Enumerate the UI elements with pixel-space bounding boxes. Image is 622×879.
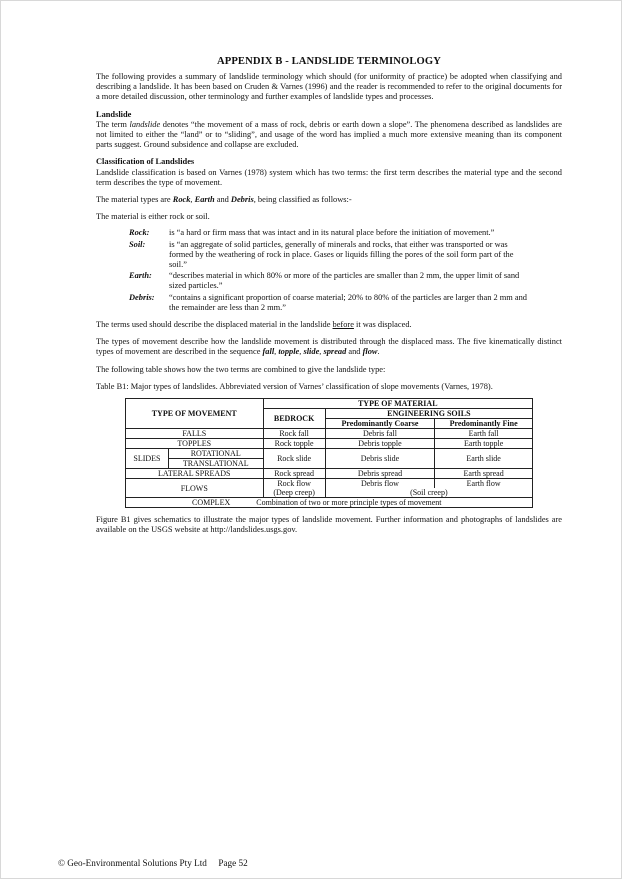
document-body (96, 56, 562, 542)
table-row-complex: COMPLEX Combination of two or more principle types of movement (126, 498, 533, 508)
terms-used-paragraph: The terms used should describe the displaced material in the landslide before it was displaced. (96, 320, 412, 330)
landslide-types-table (125, 398, 533, 508)
material-types-paragraph: The material types are Rock, Earth and Debris, being classified as follows:- (96, 195, 352, 205)
table-row-flows: FLOWS Rock flow (Deep creep) Debris flow Earth flow (126, 479, 533, 489)
table-row-falls: FALLS Rock fall Debris fall Earth fall (126, 429, 533, 439)
landslide-paragraph: The term landslide denotes “the movement of a mass of rock, debris or earth down a slope”. The phenomena described as landslides are not limited to either the “land” or to “sliding”, and usage of the word has implied a much more extensive meaning than its component parts suggest. Ground subsidence and collapse are excluded. (96, 119, 562, 150)
table-row-slides-rotational: SLIDES ROTATIONAL Rock slide Debris slide Earth slide (126, 449, 533, 459)
intro-paragraph: The following provides a summary of landslide terminology which should (for uniformity of practice) be adopted when classifying and describing a landslide. It has been based on Cruden & Varnes (1996) and the reader is recommended to refer to the original documents for a more detailed discussion, other terminology and further examples of landslide types and processes. (96, 72, 562, 102)
definition-soil: Soil: is “an aggregate of solid particles, generally of minerals and rocks, that either was transported or was formed by the weathering of rock in place. Gases or liquids filling the pores of the soil form part of the soil.” (129, 239, 514, 270)
header-coarse: Predominantly Coarse (325, 419, 435, 429)
definition-debris: Debris: “contains a significant proportion of coarse material; 20% to 80% of the particles are larger than 2 mm and the remainder are less than 2 mm.” (129, 292, 527, 312)
header-type-of-movement: TYPE OF MOVEMENT (126, 399, 264, 429)
page-footer: © Geo-Environmental Solutions Pty Ltd Page 52 (58, 858, 248, 868)
rock-or-soil-paragraph: The material is either rock or soil. (96, 212, 210, 222)
definition-list (129, 228, 562, 313)
classification-heading: Classification of Landslides (96, 157, 195, 167)
page-title: APPENDIX B - LANDSLIDE TERMINOLOGY (217, 56, 441, 67)
landslide-heading: Landslide (96, 109, 132, 119)
table-intro: The following table shows how the two terms are combined to give the landslide type: (96, 364, 386, 374)
definition-rock: Rock: is “a hard or firm mass that was intact and in its natural place before the initiation of movement.” (129, 228, 495, 238)
table-row-soil-creep: (Soil creep) (126, 488, 533, 498)
header-engineering-soils: ENGINEERING SOILS (325, 409, 532, 419)
table-row-spreads: LATERAL SPREADS Rock spread Debris spread Earth spread (126, 469, 533, 479)
header-fine: Predominantly Fine (435, 419, 533, 429)
table-row-slides-translational: TRANSLATIONAL (126, 459, 533, 469)
definition-earth: Earth: “describes material in which 80% or more of the particles are smaller than 2 mm, the upper limit of sand sized particles.” (129, 271, 520, 291)
figure-reference-paragraph: Figure B1 gives schematics to illustrate the major types of landslide movement. Further information and photographs of landslides are available on the USGS website at http://landslides.usgs.gov. (96, 515, 562, 535)
header-bedrock: BEDROCK (263, 409, 325, 429)
classification-paragraph: Landslide classification is based on Varnes (1978) system which has two terms: the first term describes the material type and the second term describes the type of movement. (96, 167, 562, 187)
table-caption: Table B1: Major types of landslides. Abbreviated version of Varnes’ classification of slope movements (Varnes, 1978). (96, 381, 493, 391)
table-row-topples: TOPPLES Rock topple Debris topple Earth topple (126, 439, 533, 449)
header-type-of-material: TYPE OF MATERIAL (263, 399, 533, 409)
movement-paragraph: The types of movement describe how the landslide movement is distributed through the displaced mass. The five kinematically distinct types of movement are described in the sequence fall, topple, slide, spread and flow. (96, 337, 562, 357)
